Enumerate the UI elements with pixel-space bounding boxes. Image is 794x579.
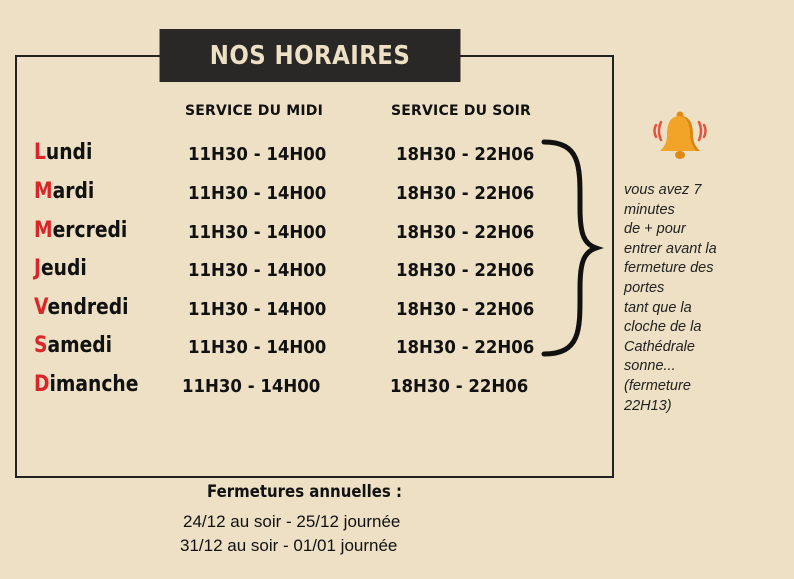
note-line: fermeture des: [624, 260, 714, 277]
note-line: vous avez 7: [624, 182, 702, 198]
day-label: [34, 140, 92, 165]
note-line: entrer avant la: [624, 240, 717, 257]
day-name-rest: ardi: [52, 179, 95, 204]
day-initial: M: [34, 218, 53, 243]
annual-closures-title: Fermetures annuelles :: [207, 482, 403, 502]
soir-hours: 18H30 - 22H06: [396, 299, 535, 320]
annual-closure-line: 31/12 au soir - 01/01 journée: [180, 536, 398, 555]
day-initial: S: [34, 333, 48, 358]
day-name-rest: eudi: [40, 256, 87, 281]
day-label: [34, 218, 127, 243]
midi-hours: 11H30 - 14H00: [188, 337, 327, 358]
midi-hours: 11H30 - 14H00: [188, 299, 327, 320]
midi-hours: 11H30 - 14H00: [188, 222, 327, 243]
soir-hours: 18H30 - 22H06: [396, 222, 535, 243]
note-line: (fermeture: [624, 377, 691, 394]
page-title: NOS HORAIRES: [160, 29, 461, 82]
soir-hours: 18H30 - 22H06: [396, 260, 535, 281]
soir-hours: 18H30 - 22H06: [390, 376, 529, 397]
day-label: [34, 256, 87, 281]
midi-hours: 11H30 - 14H00: [188, 183, 327, 204]
day-initial: M: [34, 179, 53, 204]
day-name-rest: ercredi: [52, 218, 128, 243]
closing-time-note: [624, 181, 754, 416]
soir-hours: 18H30 - 22H06: [396, 144, 535, 165]
bell-ringing-icon: [650, 107, 710, 162]
note-line: tant que la: [624, 299, 692, 316]
note-line: de + pour: [624, 221, 686, 238]
day-label: [34, 372, 138, 397]
soir-hours: 18H30 - 22H06: [396, 337, 535, 358]
midi-hours: 11H30 - 14H00: [188, 144, 327, 165]
annual-closure-line: 24/12 au soir - 25/12 journée: [183, 512, 401, 531]
day-label: [34, 179, 94, 204]
column-header-midi: SERVICE DU MIDI: [185, 103, 324, 119]
note-line: Cathédrale: [624, 338, 695, 355]
soir-hours: 18H30 - 22H06: [396, 183, 535, 204]
note-line: minutes: [624, 201, 675, 218]
midi-hours: 11H30 - 14H00: [182, 376, 321, 397]
day-label: [34, 333, 112, 358]
day-initial: V: [34, 295, 48, 320]
day-initial: J: [34, 256, 41, 281]
note-line: cloche de la: [624, 319, 702, 336]
note-line: 22H13): [624, 397, 672, 414]
day-initial: D: [34, 372, 50, 397]
note-line: sonne...: [624, 358, 676, 375]
brace-icon: [538, 138, 608, 358]
day-initial: L: [34, 140, 46, 165]
day-name-rest: undi: [45, 140, 93, 165]
note-line: portes: [624, 279, 665, 296]
day-label: [34, 295, 129, 320]
day-name-rest: amedi: [47, 333, 113, 358]
midi-hours: 11H30 - 14H00: [188, 260, 327, 281]
column-header-soir: SERVICE DU SOIR: [391, 103, 532, 119]
day-name-rest: imanche: [49, 372, 139, 397]
day-name-rest: endredi: [47, 295, 129, 320]
